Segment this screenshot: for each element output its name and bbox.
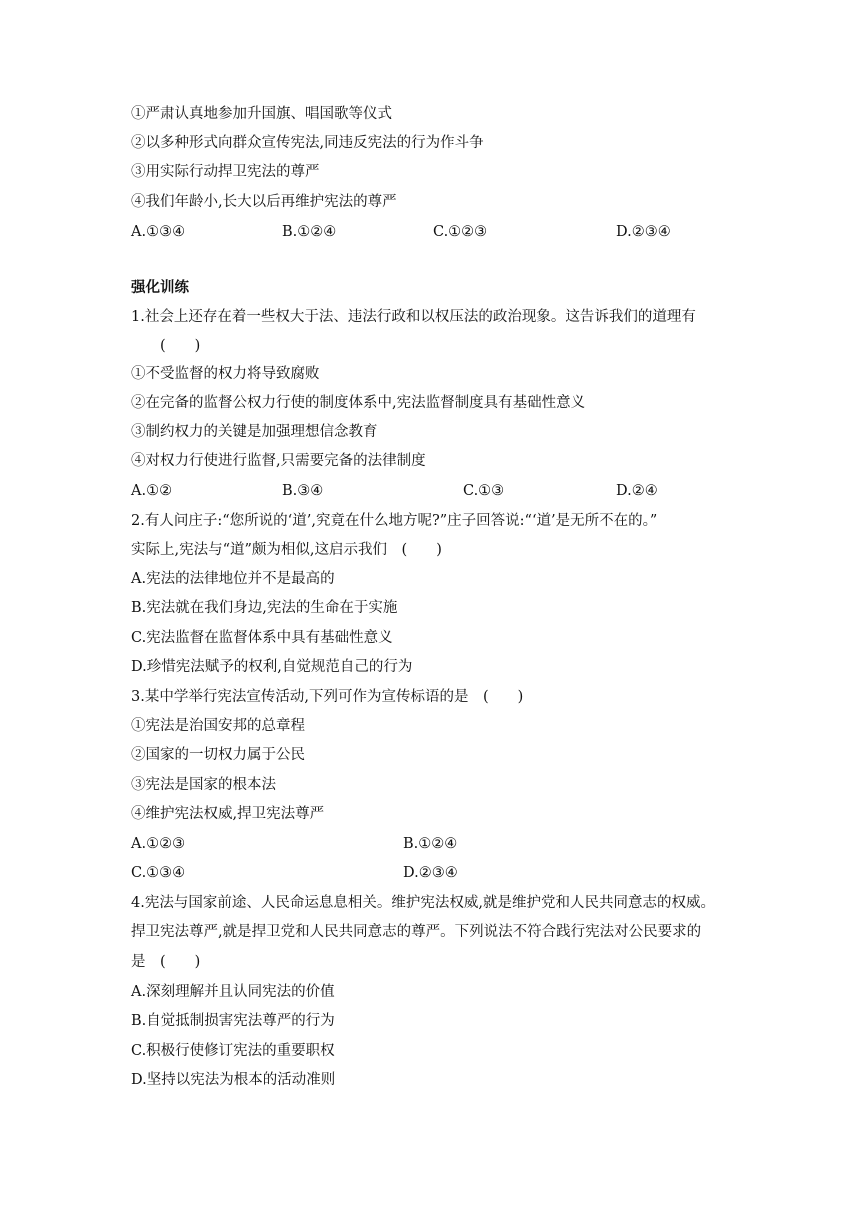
q1-option-c: C.①③ (463, 483, 505, 499)
q3-option-b: B.①②④ (403, 836, 458, 852)
q4-option-c: C.积极行使修订宪法的重要职权 (131, 1043, 335, 1059)
q3-stem-line-1: 3.某中学举行宪法宣传活动,下列可作为宣传标语的是 ( ) (131, 689, 524, 705)
q3-option-c: C.①③④ (131, 865, 186, 881)
q3-option-a: A.①②③ (131, 836, 186, 852)
q2-option-a: A.宪法的法律地位并不是最高的 (131, 571, 335, 587)
q1-option-a: A.①② (131, 483, 173, 499)
intro-option-b: B.①②④ (282, 224, 337, 240)
q2-option-c: C.宪法监督在监督体系中具有基础性意义 (131, 630, 393, 646)
intro-option-d: D.②③④ (616, 224, 671, 240)
q4-stem-line-3: 是 ( ) (131, 954, 201, 970)
q3-item-2: ②国家的一切权力属于公民 (131, 747, 305, 763)
q1-item-4: ④对权力行使进行监督,只需要完备的法律制度 (131, 453, 426, 469)
q3-item-1: ①宪法是治国安邦的总章程 (131, 718, 305, 734)
q2-stem-line-2: 实际上,宪法与“道”颇为相似,这启示我们 ( ) (131, 542, 442, 558)
q2-stem-line-1: 2.有人问庄子:“您所说的‘道’,究竟在什么地方呢?”庄子回答说:“‘道’是无所不在的。” (131, 513, 658, 529)
q4-option-d: D.坚持以宪法为根本的活动准则 (131, 1072, 336, 1088)
q1-option-b: B.③④ (282, 483, 324, 499)
intro-item-4: ④我们年龄小,长大以后再维护宪法的尊严 (131, 194, 397, 210)
q1-stem-line-2: ( ) (160, 338, 201, 354)
section-title: 强化训练 (131, 280, 189, 296)
q4-option-b: B.自觉抵制损害宪法尊严的行为 (131, 1013, 335, 1029)
q1-option-d: D.②④ (616, 483, 658, 499)
intro-option-a: A.①③④ (131, 224, 186, 240)
q1-item-3: ③制约权力的关键是加强理想信念教育 (131, 424, 378, 440)
q1-item-1: ①不受监督的权力将导致腐败 (131, 366, 320, 382)
intro-option-c: C.①②③ (433, 224, 488, 240)
q1-stem-line-1: 1.社会上还存在着一些权大于法、违法行政和以权压法的政治现象。这告诉我们的道理有 (131, 309, 696, 325)
q4-stem-line-2: 捍卫宪法尊严,就是捍卫党和人民共同意志的尊严。下列说法不符合践行宪法对公民要求的 (131, 924, 702, 940)
q4-stem-line-1: 4.宪法与国家前途、人民命运息息相关。维护宪法权威,就是维护党和人民共同意志的权威。 (131, 895, 715, 911)
intro-item-1: ①严肃认真地参加升国旗、唱国歌等仪式 (131, 106, 392, 122)
q4-option-a: A.深刻理解并且认同宪法的价值 (131, 984, 335, 1000)
q3-item-3: ③宪法是国家的根本法 (131, 777, 276, 793)
intro-item-3: ③用实际行动捍卫宪法的尊严 (131, 164, 320, 180)
q2-option-d: D.珍惜宪法赋予的权利,自觉规范自己的行为 (131, 659, 413, 675)
q1-item-2: ②在完备的监督公权力行使的制度体系中,宪法监督制度具有基础性意义 (131, 395, 586, 411)
q3-item-4: ④维护宪法权威,捍卫宪法尊严 (131, 806, 325, 822)
q2-option-b: B.宪法就在我们身边,宪法的生命在于实施 (131, 600, 398, 616)
intro-item-2: ②以多种形式向群众宣传宪法,同违反宪法的行为作斗争 (131, 135, 484, 151)
q3-option-d: D.②③④ (403, 865, 458, 881)
